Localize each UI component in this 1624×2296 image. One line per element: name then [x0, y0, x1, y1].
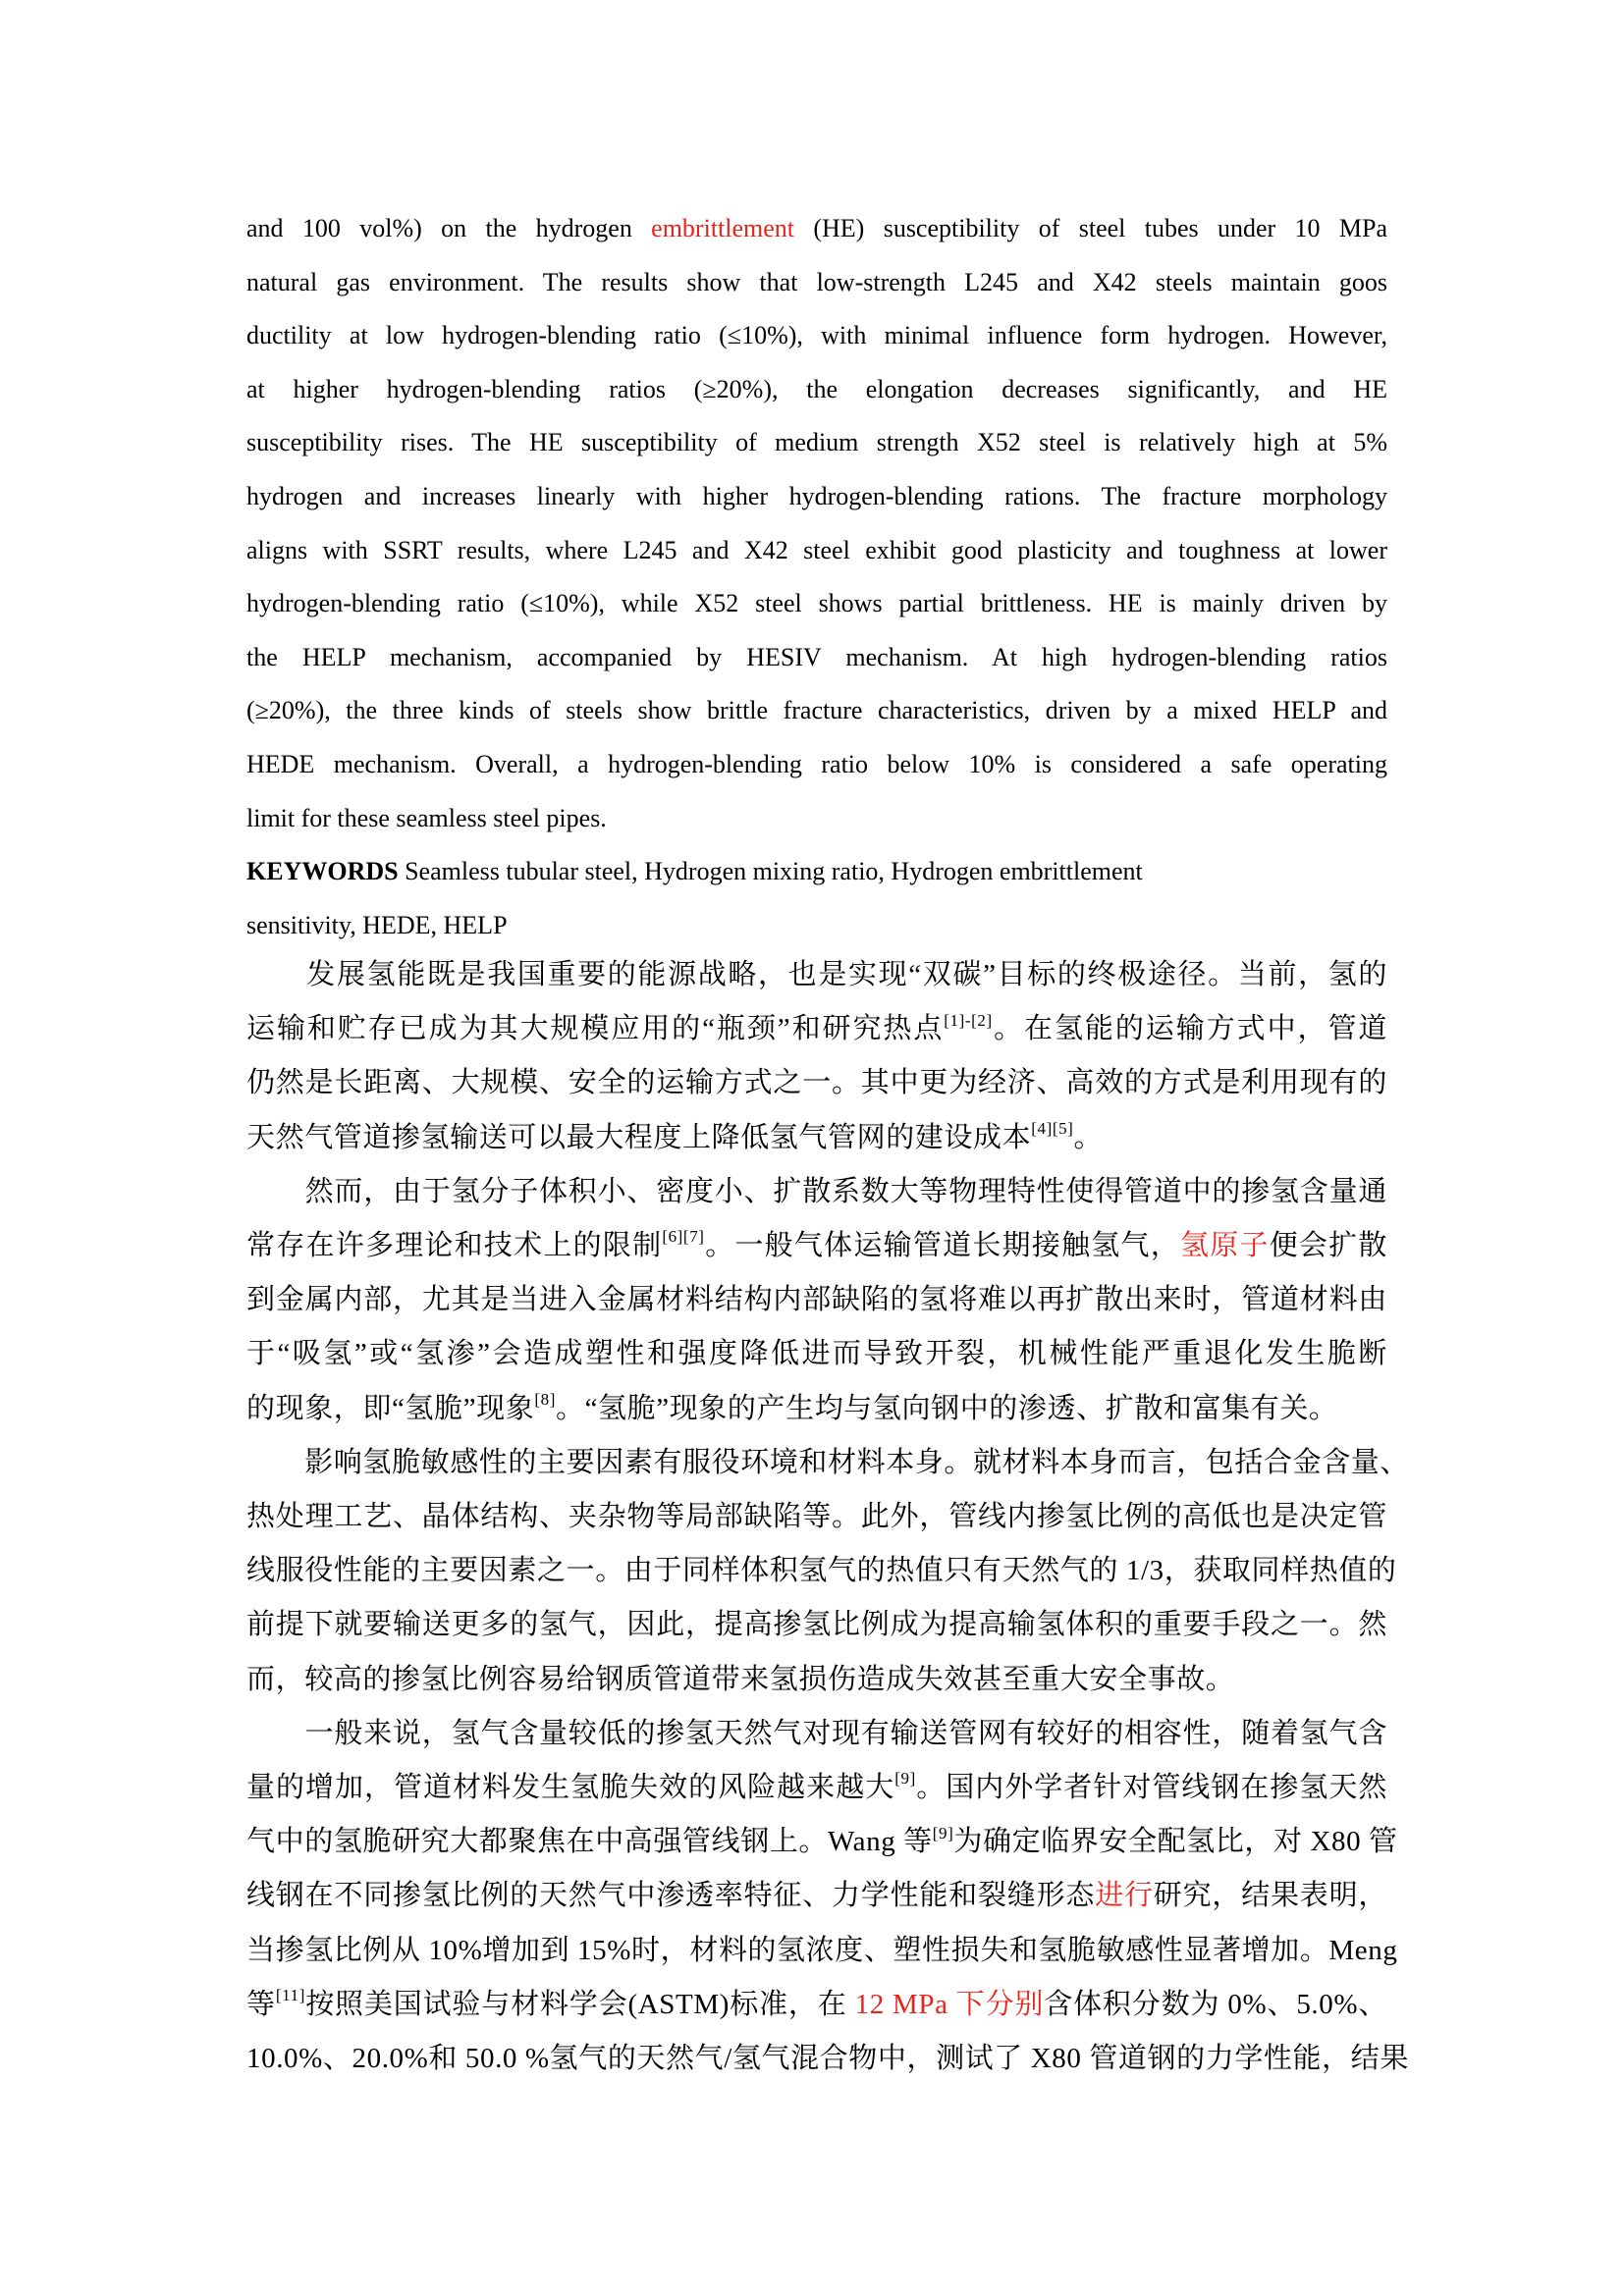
- body-line: 10.0%、20.0%和 50.0 %氢气的天然气/氢气混合物中，测试了 X80 管道钢的力学性能，结果: [246, 2043, 1409, 2075]
- body-line: 的现象，即“氢脆”现象[8]。“氢脆”现象的产生均与氢向钢中的渗透、扩散和富集有关。: [246, 1389, 1338, 1424]
- body-line: 运输和贮存已成为其大规模应用的“瓶颈”和研究热点[1]-[2]。在氢能的运输方式中，管道: [246, 1010, 1387, 1045]
- abstract-line: natural gas environment. The results show that low-strength L245 and X42 steels maintain goos: [246, 267, 1387, 296]
- body-line: 发展氢能既是我国重要的能源战略，也是实现“双碳”目标的终极途径。当前，氢的: [246, 959, 1387, 990]
- body-line: 到金属内部，尤其是当进入金属材料结构内部缺陷的氢将难以再扩散出来时，管道材料由: [246, 1284, 1387, 1316]
- abstract-line: aligns with SSRT results, where L245 and X42 steel exhibit good plasticity and toughness at lower: [246, 535, 1387, 564]
- abstract-line: HEDE mechanism. Overall, a hydrogen-blending ratio below 10% is considered a safe operating: [246, 749, 1387, 778]
- body-line: 当掺氢比例从 10%增加到 15%时，材料的氢浓度、塑性损失和氢脆敏感性显著增加。Meng: [246, 1934, 1398, 1966]
- body-line: 气中的氢脆研究大都聚焦在中高强管线钢上。Wang 等[9]为确定临界安全配氢比，对 X80 管: [246, 1823, 1398, 1858]
- body-line: 然而，由于氢分子体积小、密度小、扩散系数大等物理特性使得管道中的掺氢含量通: [246, 1175, 1387, 1207]
- citation: [11]: [275, 1986, 305, 2005]
- citation: [1]-[2]: [944, 1010, 993, 1030]
- body-line: 天然气管道掺氢输送可以最大程度上降低氢气管网的建设成本[4][5]。: [246, 1118, 1104, 1153]
- body-line: 前提下就要输送更多的氢气，因此，提高掺氢比例成为提高输氢体积的重要手段之一。然: [246, 1609, 1387, 1641]
- abstract-line: ductility at low hydrogen-blending ratio (≤10%), with minimal influence form hydrogen. However,: [246, 321, 1387, 350]
- highlighted-term: 12 MPa 下分别: [854, 1988, 1045, 2020]
- highlighted-term: embrittlement: [651, 214, 795, 242]
- chinese-body: [246, 948, 1410, 2086]
- body-line: 而，较高的掺氢比例容易给钢质管道带来氢损伤造成失效甚至重大安全事故。: [246, 1663, 1235, 1695]
- citation: [9]: [932, 1823, 954, 1842]
- body-line: 一般来说，氢气含量较低的掺氢天然气对现有输送管网有较好的相容性，随着氢气含: [246, 1717, 1387, 1749]
- abstract-line: susceptibility rises. The HE susceptibility of medium strength X52 steel is relatively high at 5%: [246, 428, 1387, 457]
- abstract-line: and 100 vol%) on the hydrogen embrittlement (HE) susceptibility of steel tubes under 10 MPa: [246, 214, 1387, 242]
- highlighted-term: 氢原子: [1179, 1230, 1270, 1262]
- keywords-line: [246, 845, 1387, 899]
- abstract-line: (≥20%), the three kinds of steels show brittle fracture characteristics, driven by a mixed HELP and: [246, 696, 1387, 725]
- keywords-label: KEYWORDS: [246, 857, 399, 886]
- keywords-text: Seamless tubular steel, Hydrogen mixing ratio, Hydrogen embrittlement: [398, 857, 1143, 886]
- citation: [4][5]: [1031, 1118, 1074, 1138]
- citation: [6][7]: [662, 1227, 705, 1247]
- body-line: 仍然是长距离、大规模、安全的运输方式之一。其中更为经济、高效的方式是利用现有的: [246, 1067, 1387, 1099]
- english-abstract: [246, 202, 1387, 952]
- abstract-line: hydrogen and increases linearly with higher hydrogen-blending rations. The fracture morphology: [246, 481, 1387, 510]
- body-line: 热处理工艺、晶体结构、夹杂物等局部缺陷等。此外，管线内掺氢比例的高低也是决定管: [246, 1501, 1387, 1533]
- citation: [9]: [894, 1769, 916, 1789]
- body-line: 量的增加，管道材料发生氢脆失效的风险越来越大[9]。国内外学者针对管线钢在掺氢天然: [246, 1769, 1387, 1804]
- body-line: 于“吸氢”或“氢渗”会造成塑性和强度降低进而导致开裂，机械性能严重退化发生脆断: [246, 1338, 1387, 1370]
- abstract-line: at higher hydrogen-blending ratios (≥20%), the elongation decreases significantly, and HE: [246, 374, 1387, 403]
- abstract-line: limit for these seamless steel pipes.: [246, 803, 607, 832]
- body-line: 线钢在不同掺氢比例的天然气中渗透率特征、力学性能和裂缝形态进行研究，结果表明，: [246, 1880, 1387, 1912]
- keywords-line: sensitivity, HEDE, HELP: [246, 910, 508, 939]
- citation: [8]: [534, 1389, 556, 1409]
- abstract-line: hydrogen-blending ratio (≤10%), while X52 steel shows partial brittleness. HE is mainly driven by: [246, 589, 1387, 618]
- highlighted-term: 进行: [1095, 1880, 1154, 1912]
- body-line: 等[11]按照美国试验与材料学会(ASTM)标准，在 12 MPa 下分别含体积分数为 0%、5.0%、: [246, 1986, 1387, 2020]
- abstract-line: the HELP mechanism, accompanied by HESIV mechanism. At high hydrogen-blending ratios: [246, 642, 1387, 671]
- body-line: 常存在许多理论和技术上的限制[6][7]。一般气体运输管道长期接触氢气，氢原子便会扩散: [246, 1227, 1387, 1262]
- body-line: 影响氢脆敏感性的主要因素有服役环境和材料本身。就材料本身而言，包括合金含量、: [246, 1446, 1410, 1478]
- body-line: 线服役性能的主要因素之一。由于同样体积氢气的热值只有天然气的 1/3，获取同样热值的: [246, 1555, 1397, 1587]
